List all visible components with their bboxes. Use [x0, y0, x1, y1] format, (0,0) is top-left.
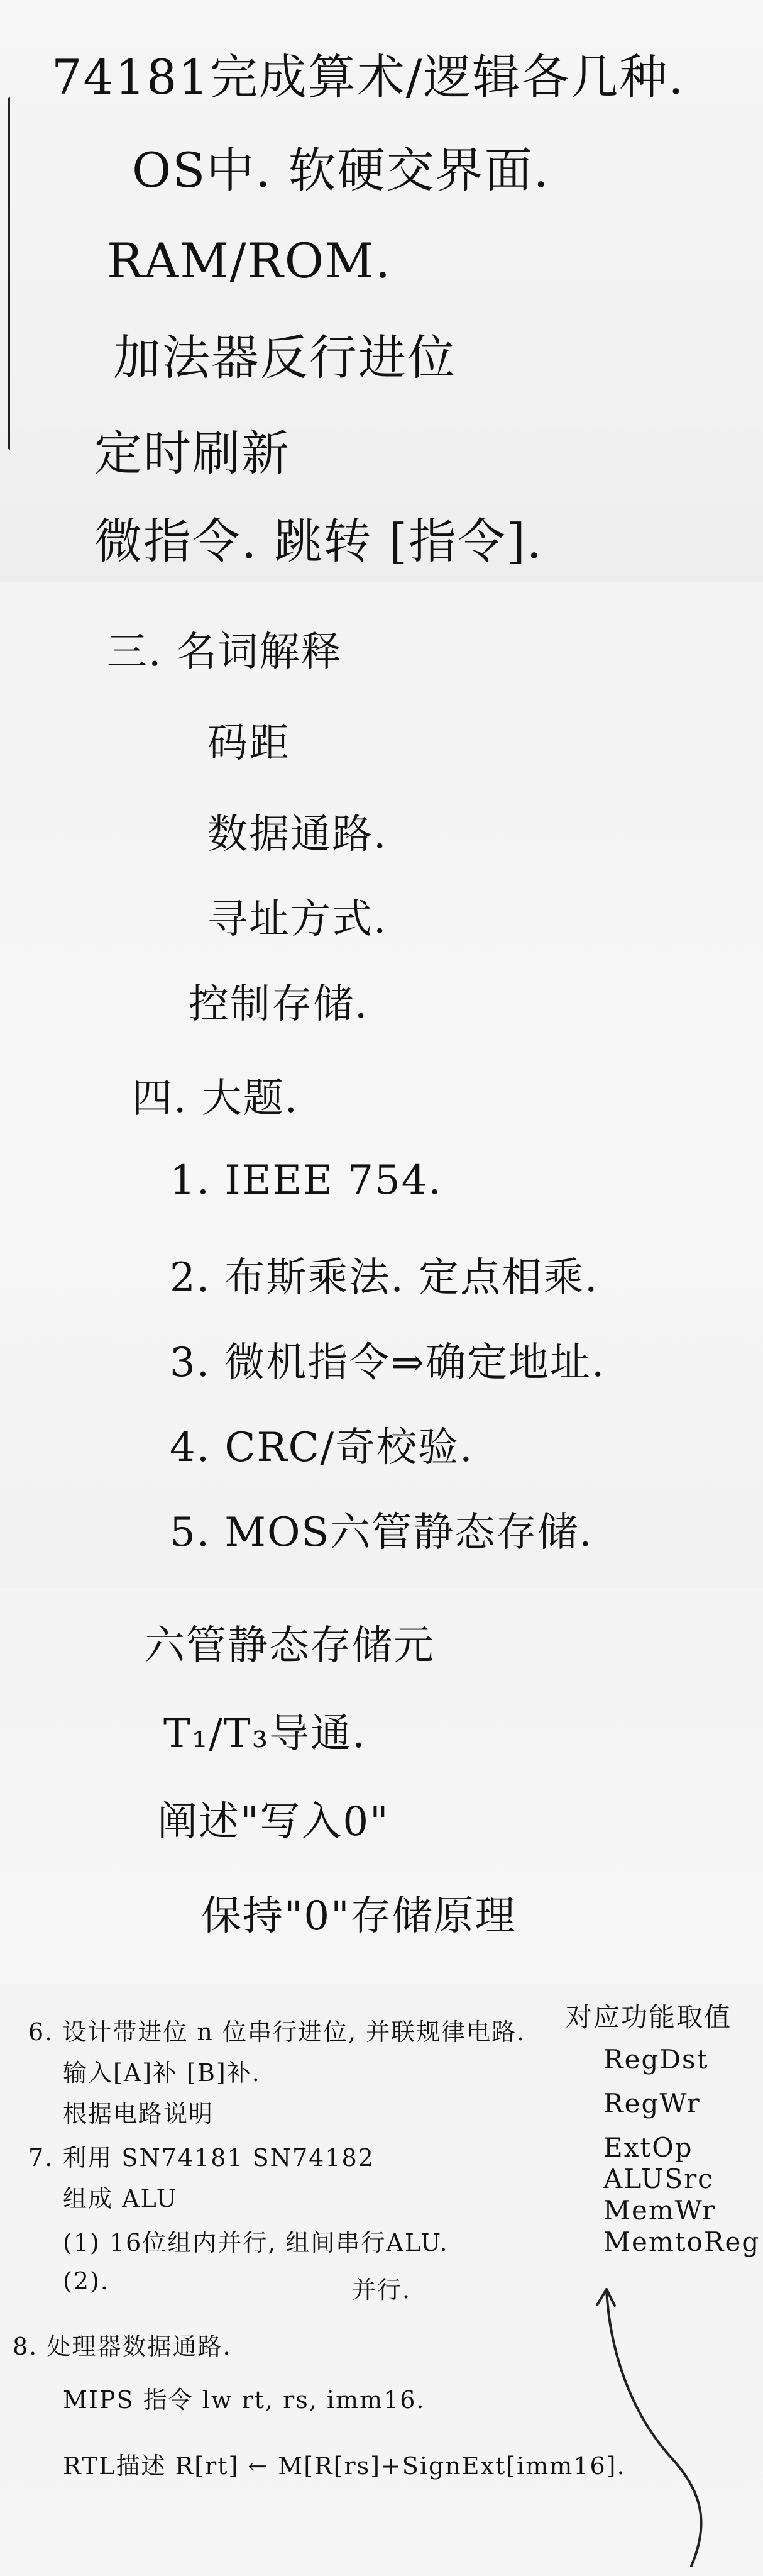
note-line: 六管静态存储元 — [145, 1623, 435, 1669]
note-page-1 — [0, 0, 763, 582]
margin-bracket — [8, 97, 24, 450]
note-line: 加法器反行进位 — [113, 330, 456, 386]
section-heading: 三. 名词解释 — [107, 629, 343, 675]
control-signal-heading: 对应功能取值 — [566, 2002, 732, 2033]
note-page-3 — [0, 1588, 763, 1984]
note-line: 微指令. 跳转 [指令]. — [94, 513, 543, 569]
question-line: 8. 处理器数据通路. — [13, 2333, 232, 2360]
note-line: RAM/ROM. — [107, 233, 392, 289]
term-item: 数据通路. — [207, 811, 388, 858]
question-line: 组成 ALU — [63, 2185, 178, 2212]
control-signal-item: MemWr — [603, 2195, 716, 2226]
question-line: 根据电路说明 — [63, 2100, 214, 2128]
term-item: 控制存储. — [189, 981, 369, 1028]
term-item: 寻址方式. — [207, 896, 388, 943]
question-line: 并行. — [352, 2276, 412, 2304]
question-item: 4. CRC/奇校验. — [170, 1424, 474, 1471]
note-line: OS中. 软硬交界面. — [132, 142, 550, 198]
note-page-2 — [0, 582, 763, 1588]
control-signal-item: RegWr — [603, 2088, 701, 2119]
question-item: 5. MOS六管静态存储. — [170, 1509, 593, 1556]
note-line: T₁/T₃导通. — [163, 1711, 366, 1757]
section-heading: 四. 大题. — [132, 1075, 299, 1122]
term-item: 码距 — [207, 720, 290, 767]
question-line: 6. 设计带进位 n 位串行进位, 并联规律电路. — [28, 2018, 526, 2046]
control-signal-item: RegDst — [603, 2044, 709, 2075]
question-item: 3. 微机指令⇒确定地址. — [170, 1340, 606, 1386]
question-line: MIPS 指令 lw rt, rs, imm16. — [63, 2386, 425, 2414]
question-line: (1) 16位组内并行, 组间串行ALU. — [63, 2229, 449, 2257]
question-line: 7. 利用 SN74181 SN74182 — [28, 2144, 375, 2172]
control-signal-item: ExtOp — [603, 2132, 693, 2163]
question-line: 输入[A]补 [B]补. — [63, 2059, 261, 2087]
control-signal-item: MemtoReg — [603, 2226, 760, 2257]
note-line: 74181完成算术/逻辑各几种. — [52, 49, 685, 105]
annotation-arrow — [585, 2277, 742, 2572]
question-line: RTL描述 R[rt] ← M[R[rs]+SignExt[imm16]. — [63, 2452, 626, 2480]
note-line: 定时刷新 — [94, 425, 290, 481]
note-line: 保持"0"存储原理 — [201, 1893, 517, 1940]
question-line: (2). — [63, 2267, 109, 2295]
note-line: 阐述"写入0" — [157, 1799, 390, 1845]
question-item: 2. 布斯乘法. 定点相乘. — [170, 1255, 599, 1301]
control-signal-item: ALUSrc — [603, 2163, 714, 2194]
question-item: 1. IEEE 754. — [170, 1157, 442, 1204]
